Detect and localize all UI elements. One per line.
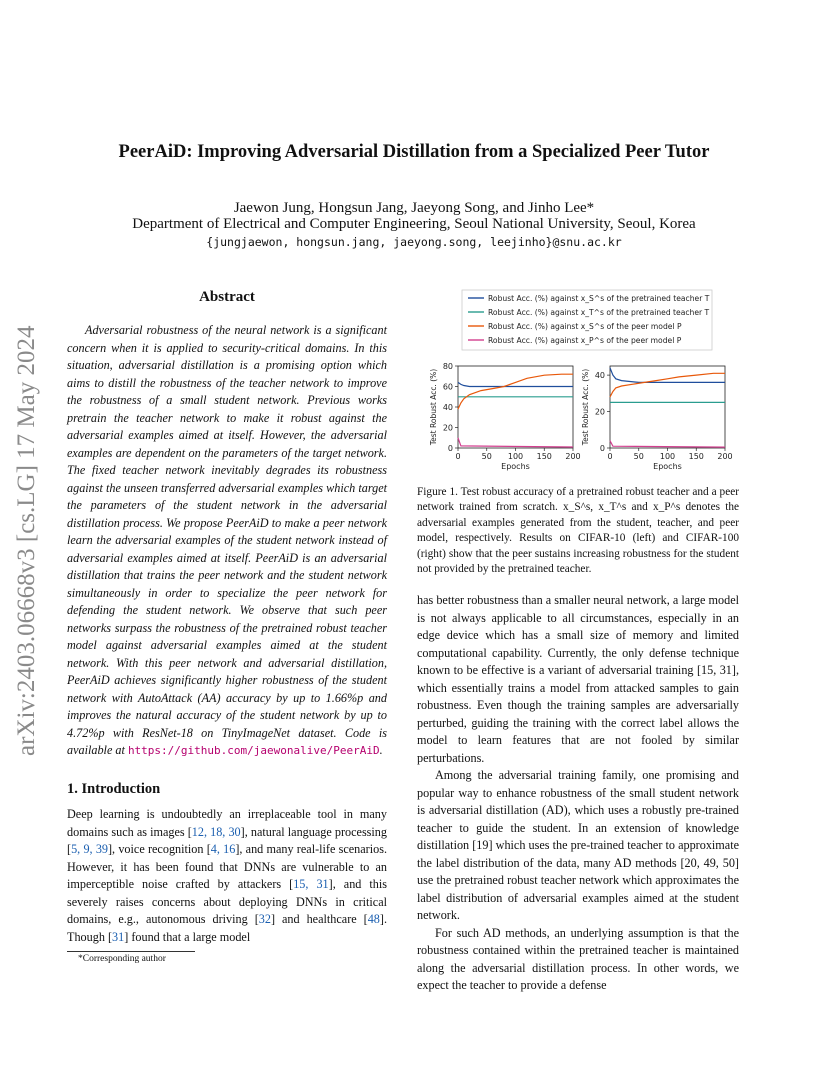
y-tick-label: 60 — [442, 382, 453, 392]
paragraph: has better robustness than a smaller neural network, a large model is not always applicable to all circumstances, especially in an edge device which has a small size of memory and limited computational capability. Currently, the only defense technique known to be effective is a variant of adversarial training [15, 31], which essentially trains a model from attacked samples to gain robustness. Even though the training samples are adversarially perturbed, guiding the training with the correct label allows the model to learn features that are not fooled by similar perturbations. — [417, 593, 739, 765]
x-tick-label: 0 — [607, 452, 613, 461]
citation-link[interactable]: 31 — [112, 929, 125, 944]
intro-text: ], and this severely raises concerns about deploying DNNs in critical domains, e.g., autonomous driving [ — [67, 877, 388, 926]
intro-heading: 1. Introduction — [67, 781, 161, 797]
y-tick-label: 20 — [442, 423, 453, 433]
paragraph: Among the adversarial training family, one promising and popular way to enhance robustness of the small student network is adversarial distillation (AD), which uses a robustly pre-trained teacher to guide the student. In an extension of knowledge distillation [19] which uses the pre-trained teacher to approximate the label distribution of the data, many AD methods [20, 49, 50] use the pretrained robust teacher network which approximates the label distribution of adversarial examples aimed at the student network. — [417, 768, 739, 922]
x-axis-label: Epochs — [501, 462, 530, 471]
series-line-4 — [610, 441, 725, 447]
x-tick-label: 50 — [633, 452, 644, 461]
paragraph: For such AD methods, an underlying assumption is that the robustness contained within the pretrained teacher is maintained along the adversarial distillation process. In other words, we expect the teacher to provide a defense — [417, 925, 739, 992]
x-tick-label: 150 — [688, 452, 704, 461]
affiliation: Department of Electrical and Computer Engineering, Seoul National University, Seoul, Korea — [132, 216, 696, 232]
y-tick-label: 20 — [594, 407, 605, 417]
figure-legend — [462, 290, 712, 350]
x-tick-label: 50 — [481, 452, 492, 461]
series-line-4 — [458, 438, 573, 447]
intro-text: Deep learning is undoubtedly an irreplaceable tool in many domains such as images [ — [67, 807, 387, 839]
intro-text: ]. Though [ — [67, 912, 387, 944]
x-tick-label: 200 — [565, 452, 581, 461]
y-tick-label: 40 — [594, 371, 605, 381]
chart-cifar100 — [581, 366, 733, 471]
abstract-body — [67, 322, 387, 760]
citation-link[interactable]: 32 — [258, 912, 271, 926]
y-axis-label: Test Robust Acc. (%) — [581, 368, 590, 446]
y-axis-label: Test Robust Acc. (%) — [429, 368, 438, 446]
citation-link[interactable]: 48 — [367, 912, 380, 926]
citation-link[interactable]: 12, 18, 30 — [191, 824, 241, 839]
figure-1 — [420, 288, 740, 473]
series-line-1 — [610, 368, 725, 383]
figure-caption: Figure 1. Test robust accuracy of a pretrained robust teacher and a peer network trained from scratch. x_S^s, x_T^s and x_P^s denotes the adversarial examples generated from the student, teacher, and peer model, respectively. Results on CIFAR-10 (left) and CIFAR-100 (right) show that the peer sustains increasing robustness for the student not provided by the pretrained teacher. — [417, 486, 739, 576]
x-tick-label: 0 — [455, 452, 461, 461]
legend-label: Robust Acc. (%) against x_S^s of the peer model P — [488, 322, 682, 331]
x-tick-label: 100 — [659, 452, 676, 461]
footnote: *Corresponding author — [78, 954, 166, 964]
series-line-3 — [458, 374, 573, 409]
author-list: Jaewon Jung, Hongsun Jang, Jaeyong Song, and Jinho Lee* — [233, 200, 595, 216]
citation-link[interactable]: 5, 9, 39 — [71, 842, 108, 856]
email-list: {jungjaewon, hongsun.jang, jaeyong.song, leejinho}@snu.ac.kr — [206, 235, 622, 249]
series-line-3 — [610, 373, 725, 397]
x-tick-label: 100 — [507, 452, 524, 461]
legend-label: Robust Acc. (%) against x_S^s of the pretrained teacher T — [488, 294, 710, 303]
citation-link[interactable]: 4, 16 — [210, 842, 236, 856]
citation-link[interactable]: 15, 31 — [293, 877, 329, 891]
x-axis-label: Epochs — [653, 462, 682, 471]
y-tick-label: 0 — [599, 444, 605, 453]
footnote-rule — [67, 951, 195, 952]
arxiv-identifier: arXiv:2403.06668v3 [cs.LG] 17 May 2024 — [13, 325, 40, 756]
abstract-end: . — [379, 743, 383, 757]
code-link[interactable]: https://github.com/jaewonalive/PeerAiD — [127, 744, 380, 757]
intro-text: ] and healthcare [ — [270, 912, 368, 926]
abstract-text: Adversarial robustness of the neural network is a significant concern when it is applied to security-critical domains. In this situation, adversarial distillation is a promising option which aims to distill the robustness of the teacher network to improve the robustness of a small student network. Previous works pretrain the teacher network to make it robust against the adversarial examples aimed at itself. However, the adversarial examples are dependent on the parameters of the target network. The fixed teacher network inevitably degrades its robustness against the unseen transferred adversarial examples which target the parameters of the student network in the adversarial distillation process. We propose PeerAiD to make a peer network learn the adversarial examples of the student network instead of adversarial examples aimed at itself. PeerAiD is an adversarial distillation that trains the peer network and the student network simultaneously in order to specialize the peer network for defending the student network. We observe that such peer networks surpass the robustness of the pretrained robust teacher model against adversarial examples aimed at the student network. With this peer network and adversarial distillation, PeerAiD achieves significantly higher robustness of the student network with AutoAttack (AA) accuracy by up to 1.66%p and improves the natural accuracy of the student network by up to 4.72%p with ResNet-18 on TinyImageNet dataset. Code is available at — [67, 323, 387, 757]
intro-paragraph — [67, 806, 387, 946]
paper-title: PeerAiD: Improving Adversarial Distillation from a Specialized Peer Tutor — [118, 142, 710, 162]
x-tick-label: 150 — [536, 452, 552, 461]
chart-cifar10 — [429, 362, 581, 471]
legend-label: Robust Acc. (%) against x_T^s of the pretrained teacher T — [488, 308, 710, 317]
intro-text: ], natural language processing [ — [67, 824, 387, 856]
x-tick-label: 200 — [717, 452, 733, 461]
y-tick-label: 40 — [442, 403, 453, 412]
legend-label: Robust Acc. (%) against x_P^s of the peer model P — [488, 336, 682, 345]
y-tick-label: 0 — [447, 444, 453, 453]
right-column — [417, 592, 739, 995]
intro-text: ], voice recognition [ — [108, 842, 211, 856]
plot-frame — [458, 366, 573, 448]
intro-text: ] found that a large model — [124, 929, 251, 944]
intro-text: ], and many real-life scenarios. However, it has been found that DNNs are vulnerable to an imperceptible noise crafted by attackers [ — [67, 842, 387, 891]
y-tick-label: 80 — [442, 362, 453, 371]
abstract-heading: Abstract — [199, 289, 255, 305]
